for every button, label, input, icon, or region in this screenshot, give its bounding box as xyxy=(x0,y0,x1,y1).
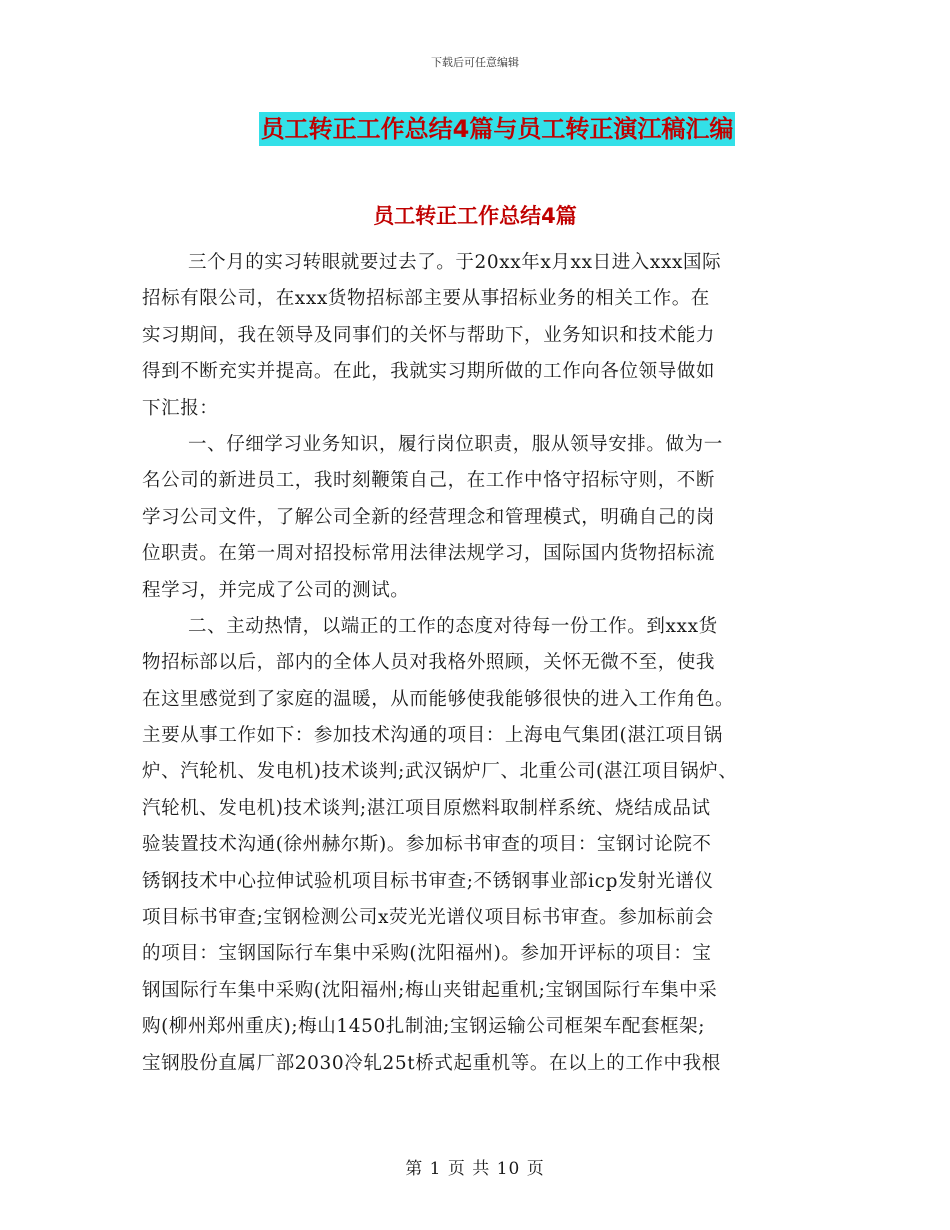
paragraph-line: 名公司的新进员工，我时刻鞭策自己，在工作中恪守招标守则，不断 xyxy=(142,470,716,492)
main-title-container xyxy=(0,112,950,146)
paragraph-line: 程学习，并完成了公司的测试。 xyxy=(142,579,410,601)
main-title: 员工转正工作总结4篇与员工转正演江稿汇编 xyxy=(259,112,736,146)
paragraph-line: 三个月的实习转眼就要过去了。于20xx年x月xx日进入xxx国际 xyxy=(188,252,722,273)
paragraph-line: 招标有限公司，在xxx货物招标部主要从事招标业务的相关工作。在 xyxy=(142,288,710,310)
paragraph-line: 一、仔细学习业务知识，履行岗位职责，服从领导安排。做为一 xyxy=(188,433,723,455)
paragraph-line: 购(柳州郑州重庆);梅山1450扎制油;宝钢运输公司框架车配套框架; xyxy=(142,1016,706,1038)
paragraph-line: 锈钢技术中心拉伸试验机项目标书审查;不锈钢事业部icp发射光谱仪 xyxy=(142,870,714,892)
section-title: 员工转正工作总结4篇 xyxy=(373,204,577,228)
paragraph-line: 学习公司文件，了解公司全新的经营理念和管理模式，明确自己的岗 xyxy=(142,506,716,528)
page-footer: 第 1 页 共 10 页 xyxy=(405,1159,545,1179)
paragraph-line: 二、主动热情，以端正的工作的态度对待每一份工作。到xxx货 xyxy=(188,615,718,637)
paragraph-line: 钢国际行车集中采购(沈阳福州;梅山夹钳起重机;宝钢国际行车集中采 xyxy=(142,979,718,1001)
paragraph-line: 物招标部以后，部内的全体人员对我格外照顾，关怀无微不至，使我 xyxy=(142,652,716,674)
paragraph-line: 得到不断充实并提高。在此，我就实习期所做的工作向各位领导做如 xyxy=(142,361,716,383)
paragraph-line: 汽轮机、发电机)技术谈判;湛江项目原燃料取制样系统、烧结成品试 xyxy=(142,797,711,819)
paragraph-line: 的项目：宝钢国际行车集中采购(沈阳福州)。参加开评标的项目：宝 xyxy=(142,943,712,965)
paragraph-line: 炉、汽轮机、发电机)技术谈判;武汉锅炉厂、北重公司(湛江项目锅炉、 xyxy=(142,761,738,783)
paragraph-line: 宝钢股份直属厂部2030冷轧25t桥式起重机等。在以上的工作中我根 xyxy=(142,1052,721,1074)
paragraph-line: 实习期间，我在领导及同事们的关怀与帮助下，业务知识和技术能力 xyxy=(142,324,716,346)
body-text xyxy=(142,245,814,1082)
page-header: 下载后可任意编辑 xyxy=(431,56,519,69)
paragraph-line: 在这里感觉到了家庭的温暖，从而能够使我能够很快的进入工作角色。 xyxy=(142,688,735,710)
paragraph-line: 项目标书审查;宝钢检测公司x荧光光谱仪项目标书审查。参加标前会 xyxy=(142,907,714,929)
paragraph-line: 下汇报： xyxy=(142,397,219,419)
paragraph-line: 位职责。在第一周对招投标常用法律法规学习，国际国内货物招标流 xyxy=(142,543,716,565)
paragraph-line: 主要从事工作如下：参加技术沟通的项目：上海电气集团(湛江项目锅 xyxy=(142,725,723,747)
paragraph-line: 验装置技术沟通(徐州赫尔斯)。参加标书审查的项目：宝钢讨论院不 xyxy=(142,834,712,856)
